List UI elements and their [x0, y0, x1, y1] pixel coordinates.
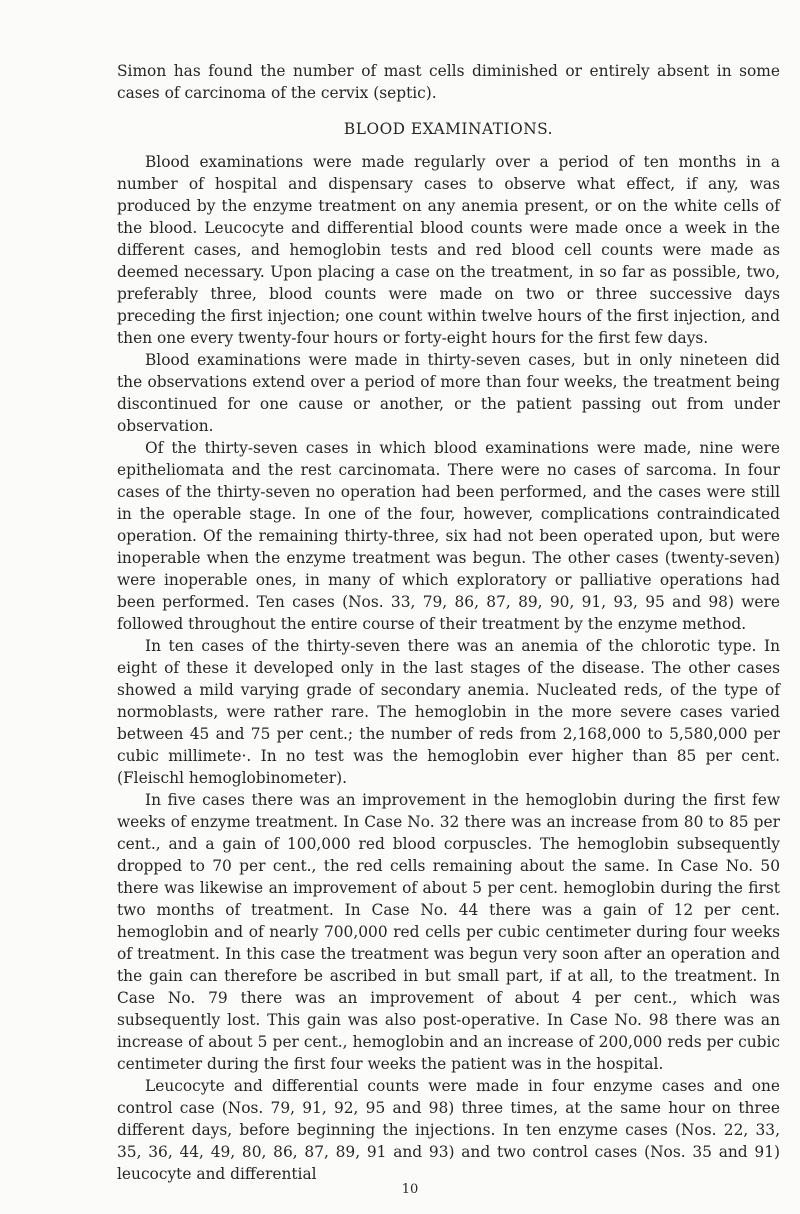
intro-paragraph: Simon has found the number of mast cells diminished or entirely absent in some cases of carcinoma of the cervix (septic). — [117, 62, 780, 102]
paragraph-case-types: Of the thirty-seven cases in which blood examinations were made, nine were epitheliomata and the rest carcinomata. There were no cases of sarcoma. In four cases of the thirty-seven no operation had been performed, and the cases were still in the operable stage. In one of the four, however, complications contraindicated operation. Of the remaining thirty-three, six had not been operated upon, but were inoperable when the enzyme treatment was begun. The other cases (twenty-seven) were inoperable ones, in many of which exploratory or palliative operations had been performed. Ten cases (Nos. 33, 79, 86, 87, 89, 90, 91, 93, 95 and 98) were followed throughout the entire course of their treatment by the enzyme method. — [117, 439, 780, 633]
page-number: 10 — [401, 1182, 419, 1197]
paragraph-case-count: Blood examinations were made in thirty-seven cases, but in only nineteen did the observations extend over a period of more than four weeks, the treatment being discontinued for one cause or another, or the patient passing out from under observation. — [117, 351, 780, 435]
paragraph-anemia: In ten cases of the thirty-seven there was an anemia of the chlorotic type. In eight of these it developed only in the last stages of the disease. The other cases showed a mild varying grade of secondary anemia. Nucleated reds, of the type of normoblasts, were rather rare. The hemoglobin in the more severe cases varied between 45 and 75 per cent.; the number of reds from 2,168,000 to 5,580,000 per cubic millimete·. In no test was the hemoglobin ever higher than 85 per cent. (Fleischl hemoglobinometer). — [117, 637, 780, 787]
page-body — [117, 60, 780, 1185]
paragraph-blood-examinations-method: Blood examinations were made regularly over a period of ten months in a number of hospital and dispensary cases to observe what effect, if any, was produced by the enzyme treatment on any anemia present, or on the white cells of the blood. Leucocyte and differential blood counts were made once a week in the different cases, and hemoglobin tests and red blood cell counts were made as deemed necessary. Upon placing a case on the treatment, in so far as possible, two, preferably three, blood counts were made on two or three successive days preceding the first injection; one count within twelve hours of the first injection, and then one every twenty-four hours or forty-eight hours for the first few days. — [117, 153, 780, 347]
section-heading: BLOOD EXAMINATIONS. — [343, 120, 554, 138]
paragraph-leucocyte-counts: Leucocyte and differential counts were made in four enzyme cases and one control case (Nos. 79, 91, 92, 95 and 98) three times, at the same hour on three different days, before beginning the injections. In ten enzyme cases (Nos. 22, 33, 35, 36, 44, 49, 80, 86, 87, 89, 91 and 93) and two control cases (Nos. 35 and 91) leucocyte and differential — [117, 1077, 780, 1183]
paragraph-hemoglobin-improvement: In five cases there was an improvement in the hemoglobin during the first few weeks of enzyme treatment. In Case No. 32 there was an increase from 80 to 85 per cent., and a gain of 100,000 red blood corpuscles. The hemoglobin subsequently dropped to 70 per cent., the red cells remaining about the same. In Case No. 50 there was likewise an improvement of about 5 per cent. hemoglobin during the first two months of treatment. In Case No. 44 there was a gain of 12 per cent. hemoglobin and of nearly 700,000 red cells per cubic centimeter during four weeks of treatment. In this case the treatment was begun very soon after an operation and the gain can therefore be ascribed in but small part, if at all, to the treatment. In Case No. 79 there was an improvement of about 4 per cent., which was subsequently lost. This gain was also post-operative. In Case No. 98 there was an increase of about 5 per cent., hemoglobin and an increase of 200,000 reds per cubic centimeter during the first four weeks the patient was in the hospital. — [117, 791, 780, 1073]
